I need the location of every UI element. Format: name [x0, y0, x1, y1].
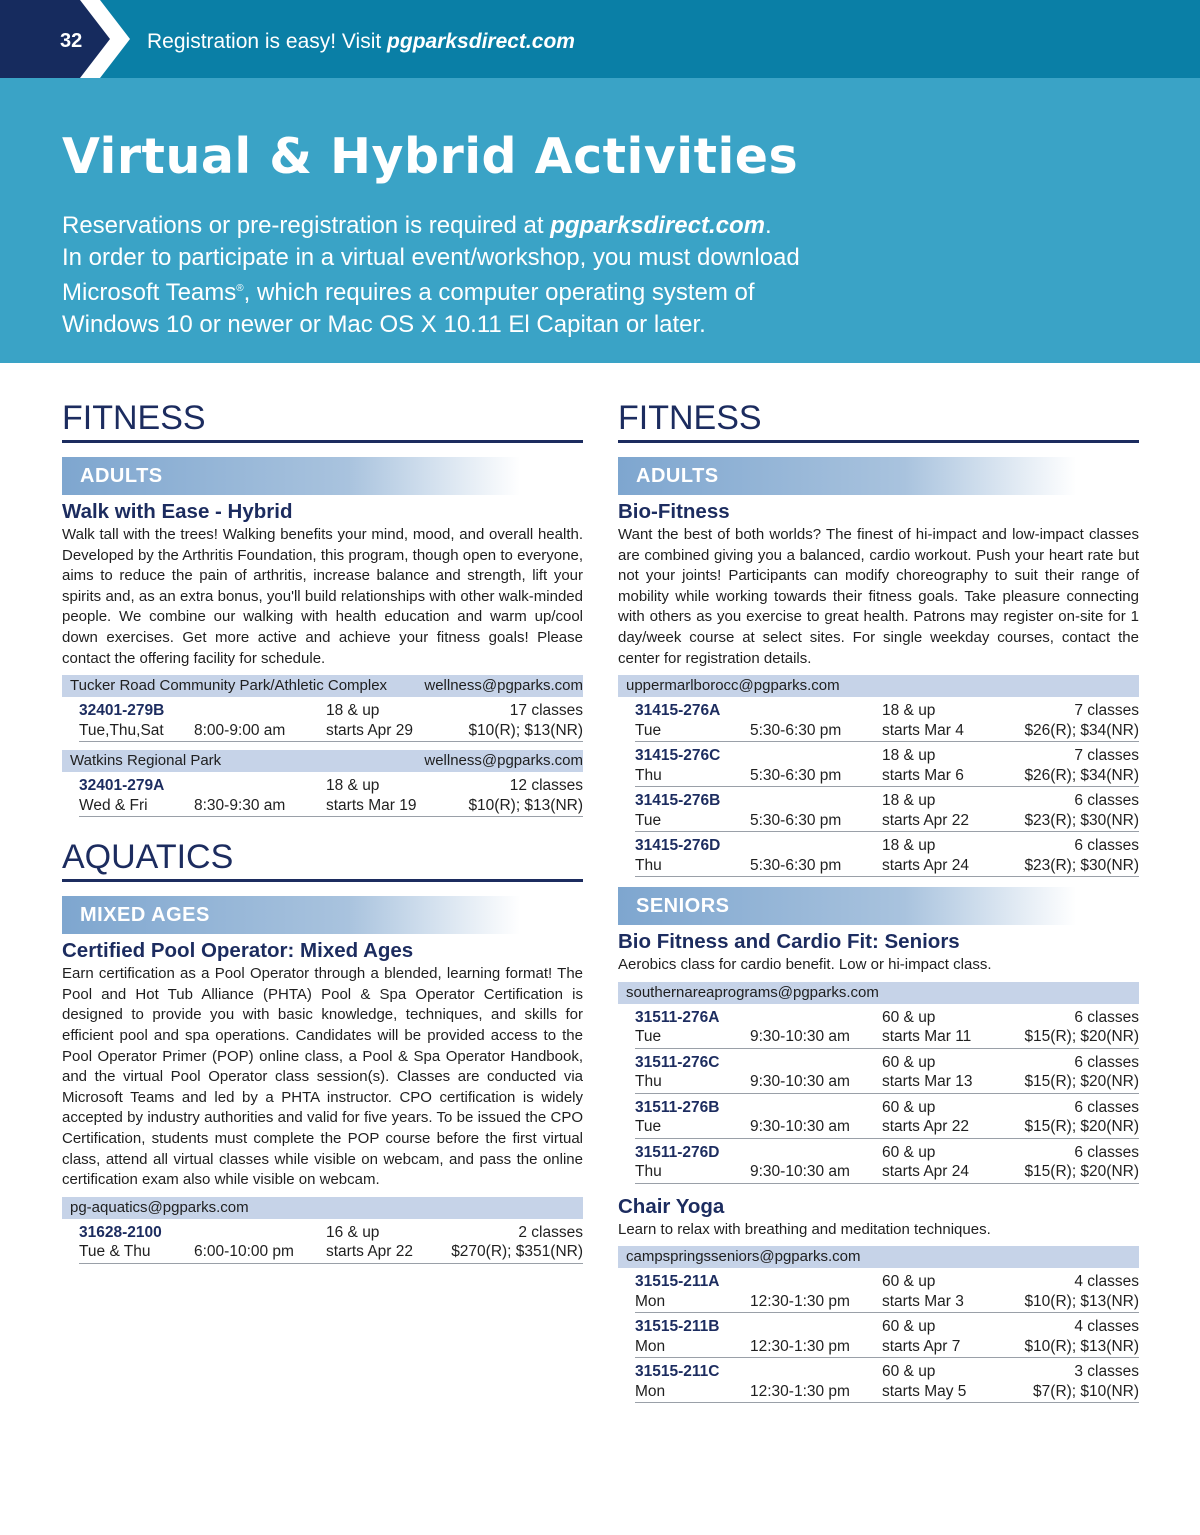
fee: $26(R); $34(NR) — [1024, 766, 1139, 784]
program-description: Walk tall with the trees! Walking benefits your mind, mood, and overall health. Developed by the Arthritis Foundation, this program, though open to everyone, aims to reduce the pain of arthritis, increase balance and strength, lift your spirits and, as an extra bonus, you'll build relationships with other walk-minded people. We combine our walking with health education and warm up/cool down exercises. Get more active and achieve your fitness goals! Please contact the offering facility for schedule. — [62, 526, 583, 667]
location-bar: Watkins Regional Park wellness@pgparks.com — [62, 750, 583, 772]
start-date: starts Apr 22 — [882, 811, 970, 829]
age-range: 60 & up — [882, 1318, 936, 1336]
age-range: 18 & up — [882, 747, 936, 765]
start-date: starts Mar 3 — [882, 1292, 964, 1310]
start-date: starts Mar 6 — [882, 766, 964, 784]
fee: $10(R); $13(NR) — [1024, 1292, 1139, 1310]
email-link[interactable]: uppermarlborocc@pgparks.com — [626, 677, 840, 695]
age-range: 60 & up — [882, 1008, 936, 1026]
time: 12:30-1:30 pm — [750, 1382, 850, 1400]
age-range: 16 & up — [326, 1223, 380, 1241]
days: Thu — [635, 1073, 662, 1091]
start-date: starts Apr 29 — [326, 721, 414, 739]
age-range: 18 & up — [882, 837, 936, 855]
fee: $10(R); $13(NR) — [468, 721, 583, 739]
start-date: starts Apr 24 — [882, 1163, 970, 1181]
class-count: 2 classes — [518, 1223, 583, 1241]
start-date: starts Apr 24 — [882, 856, 970, 874]
class-count: 6 classes — [1074, 1143, 1139, 1161]
band-adults: ADULTS — [618, 457, 1139, 495]
class-count: 6 classes — [1074, 837, 1139, 855]
age-range: 18 & up — [882, 702, 936, 720]
schedule-row — [635, 832, 1139, 877]
right-column — [618, 398, 1139, 1403]
days: Mon — [635, 1382, 666, 1400]
schedule-row — [79, 697, 583, 742]
class-count: 7 classes — [1074, 747, 1139, 765]
days: Tue — [635, 811, 662, 829]
fee: $10(R); $13(NR) — [468, 796, 583, 814]
class-count: 7 classes — [1074, 702, 1139, 720]
schedule-row — [635, 1358, 1139, 1403]
class-count: 17 classes — [509, 702, 583, 720]
schedule-row — [635, 787, 1139, 832]
registration-tagline: Registration is easy! Visit pgparksdirect.com — [147, 30, 575, 53]
class-count: 6 classes — [1074, 1098, 1139, 1116]
class-count: 6 classes — [1074, 1053, 1139, 1071]
course-code: 32401-279B — [79, 702, 165, 720]
course-code: 31415-276A — [635, 702, 721, 720]
start-date: starts Apr 22 — [326, 1243, 414, 1261]
schedule-row — [79, 772, 583, 817]
schedule-row — [635, 1004, 1139, 1049]
days: Thu — [635, 856, 662, 874]
class-count: 4 classes — [1074, 1318, 1139, 1336]
days: Tue,Thu,Sat — [79, 721, 164, 739]
age-range: 60 & up — [882, 1098, 936, 1116]
section-title-fitness: FITNESS — [618, 398, 1139, 443]
start-date: starts Mar 11 — [882, 1028, 972, 1046]
time: 5:30-6:30 pm — [750, 721, 842, 739]
program-description: Aerobics class for cardio benefit. Low or hi-impact class. — [618, 956, 992, 974]
location-bar — [618, 982, 1139, 1004]
page-title: Virtual & Hybrid Activities — [62, 128, 799, 185]
email-link[interactable]: campspringsseniors@pgparks.com — [626, 1248, 861, 1266]
age-range: 18 & up — [326, 702, 380, 720]
course-code: 31515-211C — [635, 1363, 720, 1381]
days: Thu — [635, 766, 662, 784]
schedule-row — [635, 1313, 1139, 1358]
website-link[interactable]: pgparksdirect.com — [387, 30, 575, 53]
course-code: 31511-276D — [635, 1143, 720, 1161]
band-seniors: SENIORS — [618, 887, 1139, 925]
program-description: Learn to relax with breathing and meditation techniques. — [618, 1220, 991, 1238]
start-date: starts Mar 19 — [326, 796, 417, 814]
start-date: starts Apr 22 — [882, 1118, 970, 1136]
class-count: 6 classes — [1074, 792, 1139, 810]
location-bar — [618, 1246, 1139, 1268]
schedule-row — [79, 1219, 583, 1264]
time: 9:30-10:30 am — [750, 1118, 850, 1136]
location-bar: Tucker Road Community Park/Athletic Complex wellness@pgparks.com — [62, 675, 583, 697]
course-code: 32401-279A — [79, 777, 165, 795]
page-number: 32 — [60, 30, 83, 52]
email-link[interactable]: wellness@pgparks.com — [424, 677, 583, 695]
age-range: 60 & up — [882, 1363, 936, 1381]
days: Tue & Thu — [79, 1243, 151, 1261]
days: Mon — [635, 1337, 666, 1355]
course-code: 31415-276C — [635, 747, 721, 765]
schedule-row — [635, 742, 1139, 787]
days: Wed & Fri — [79, 796, 148, 814]
days: Tue — [635, 1028, 662, 1046]
days: Tue — [635, 1118, 662, 1136]
fee: $15(R); $20(NR) — [1024, 1073, 1139, 1091]
fee: $15(R); $20(NR) — [1024, 1118, 1139, 1136]
course-code: 31415-276D — [635, 837, 721, 855]
class-count: 12 classes — [509, 777, 583, 795]
start-date: starts Mar 13 — [882, 1073, 973, 1091]
days: Mon — [635, 1292, 666, 1310]
schedule-row — [635, 1139, 1139, 1184]
time: 8:00-9:00 am — [194, 721, 286, 739]
time: 5:30-6:30 pm — [750, 811, 842, 829]
program-title: Walk with Ease - Hybrid — [62, 500, 293, 523]
program-title: Certified Pool Operator: Mixed Ages — [62, 939, 414, 963]
email-link[interactable]: wellness@pgparks.com — [424, 752, 583, 770]
age-range: 60 & up — [882, 1053, 936, 1071]
age-range: 60 & up — [882, 1143, 936, 1161]
days: Tue — [635, 721, 662, 739]
hero-intro: Reservations or pre-registration is required at pgparksdirect.com. In order to participate in a virtual event/workshop, you must download Microsoft Teams®, which requires a computer operating system of Windows 10 or newer or Mac OS X 10.11 El Capitan or later. — [62, 212, 800, 338]
fee: $26(R); $34(NR) — [1024, 721, 1139, 739]
band-mixed-ages: MIXED AGES — [62, 896, 583, 934]
time: 9:30-10:30 am — [750, 1028, 850, 1046]
program-title: Chair Yoga — [618, 1194, 725, 1218]
days: Thu — [635, 1163, 662, 1181]
age-range: 18 & up — [882, 792, 936, 810]
age-range: 60 & up — [882, 1273, 936, 1291]
left-column — [62, 398, 583, 1264]
fee: $15(R); $20(NR) — [1024, 1028, 1139, 1046]
time: 12:30-1:30 pm — [750, 1337, 850, 1355]
section-title-fitness: FITNESS — [62, 398, 583, 443]
time: 6:00-10:00 pm — [194, 1243, 294, 1261]
time: 12:30-1:30 pm — [750, 1292, 850, 1310]
time: 5:30-6:30 pm — [750, 856, 842, 874]
schedule-row — [635, 1268, 1139, 1313]
start-date: starts May 5 — [882, 1382, 967, 1400]
time: 8:30-9:30 am — [194, 796, 286, 814]
time: 9:30-10:30 am — [750, 1073, 850, 1091]
schedule-row — [635, 1049, 1139, 1094]
class-count: 4 classes — [1074, 1273, 1139, 1291]
location-bar — [62, 1197, 583, 1219]
course-code: 31415-276B — [635, 792, 721, 810]
class-count: 3 classes — [1074, 1363, 1139, 1381]
course-code: 31515-211A — [635, 1273, 720, 1291]
program-title: Bio Fitness and Cardio Fit: Seniors — [618, 930, 960, 954]
email-link[interactable]: southernareaprograms@pgparks.com — [626, 983, 879, 1001]
course-code: 31628-2100 — [79, 1223, 162, 1241]
location-bar — [618, 675, 1139, 697]
fee: $23(R); $30(NR) — [1024, 811, 1139, 829]
schedule-row — [635, 697, 1139, 742]
time: 5:30-6:30 pm — [750, 766, 842, 784]
program-description: Earn certification as a Pool Operator through a blended, learning format! The Pool and Hot Tub Alliance (PHTA) Pool & Spa Operator Certification is designed to provide you with basic knowledge, techniques, and skills for efficient pool and spa operations. Candidates will be provided access to the Pool Operator Primer (POP) online class, a Pool & Spa Operator Handbook, and the virtual Pool Operator class session(s). Classes are conducted via Microsoft Teams and led by a PHTA instructor. CPO certification is widely accepted by industry authorities and valid for five years. To be issued the CPO Certification, students must complete the POP course before the first virtual class, attend all virtual classes while visible on webcam, and pass the online certification exam also while visible on webcam. — [62, 965, 583, 1189]
fee: $270(R); $351(NR) — [451, 1243, 583, 1261]
fee: $7(R); $10(NR) — [1033, 1382, 1139, 1400]
band-adults: ADULTS — [62, 457, 583, 495]
class-count: 6 classes — [1074, 1008, 1139, 1026]
start-date: starts Apr 7 — [882, 1337, 961, 1355]
course-code: 31511-276C — [635, 1053, 720, 1071]
fee: $23(R); $30(NR) — [1024, 856, 1139, 874]
website-link[interactable]: pgparksdirect.com — [550, 212, 765, 239]
start-date: starts Mar 4 — [882, 721, 964, 739]
course-code: 31511-276A — [635, 1008, 720, 1026]
course-code: 31515-211B — [635, 1318, 720, 1336]
program-title: Bio-Fitness — [618, 500, 730, 523]
schedule-row — [635, 1094, 1139, 1139]
time: 9:30-10:30 am — [750, 1163, 850, 1181]
section-title-aquatics: AQUATICS — [62, 837, 583, 882]
email-link[interactable]: pg-aquatics@pgparks.com — [70, 1198, 249, 1216]
fee: $15(R); $20(NR) — [1024, 1163, 1139, 1181]
fee: $10(R); $13(NR) — [1024, 1337, 1139, 1355]
program-description: Want the best of both worlds? The finest of hi-impact and low-impact classes are combined giving you a balanced, cardio workout. Push your heart rate but not your joints! Participants can modify choreography to suit their range of mobility while working towards their fitness goals. Take pleasure connecting with others as you exercise to great health. Patrons may register on-site for 1 day/week course at select sites. For single weekday courses, contact the center for registration details. — [618, 526, 1139, 667]
age-range: 18 & up — [326, 777, 380, 795]
course-code: 31511-276B — [635, 1098, 720, 1116]
